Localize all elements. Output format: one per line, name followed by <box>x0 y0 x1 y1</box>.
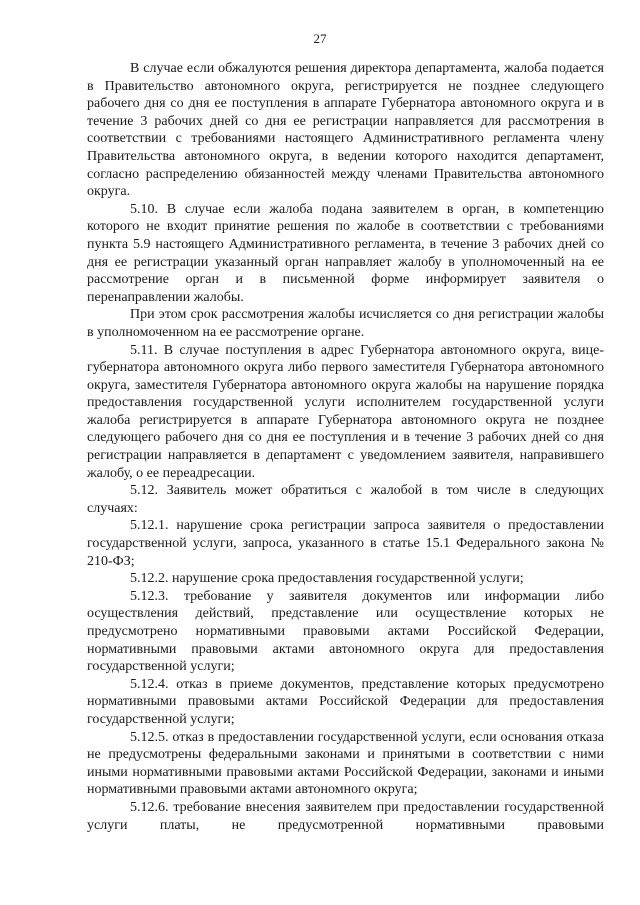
paragraph-5-12-4: 5.12.4. отказ в приеме документов, представление которых предусмотрено нормативными правовыми актами Российской Федерации для предоставления государственной услуги; <box>87 676 604 727</box>
paragraph-5-12: 5.12. Заявитель может обратиться с жалобой в том числе в следующих случаях: <box>87 483 604 516</box>
paragraph-5-12-3: 5.12.3. требование у заявителя документов или информации либо осуществления действий, представление или осуществление которых не предусмотрено нормативными правовыми актами Российской Федерации, нормативными правовыми актами автономного округа для предоставления государственной услуги; <box>87 588 604 675</box>
paragraph-review-term: При этом срок рассмотрения жалобы исчисляется со дня регистрации жалобы в уполномоченном на ее рассмотрение органе. <box>87 307 604 340</box>
paragraph-5-12-1: 5.12.1. нарушение срока регистрации запроса заявителя о предоставлении государственной услуги, запроса, указанного в статье 15.1 Федерального закона № 210-ФЗ; <box>87 518 604 569</box>
paragraph-5-10: 5.10. В случае если жалоба подана заявителем в орган, в компетенцию которого не входит принятие решения по жалобе в соответствии с требованиями пункта 5.9 настоящего Административного регламента, в течение 3 рабочих дней со дня ее регистрации указанный орган направляет жалобу в уполномоченный на ее рассмотрение орган и в письменной форме информирует заявителя о перенаправлении жалобы. <box>87 201 604 305</box>
paragraph-director-complaint: В случае если обжалуются решения директора департамента, жалоба подается в Правительство автономного округа, регистрируется не позднее следующего рабочего дня со дня ее поступления в аппарате Губернатора автономного округа и в течение 3 рабочих дней со дня ее регистрации направляется для рассмотрения в соответствии с требованиями настоящего Административного регламента члену Правительства автономного округа, в ведении которого находится департамент, согласно распределению обязанностей между членами Правительства автономного округа. <box>87 61 604 200</box>
page-number: 27 <box>313 31 327 46</box>
paragraph-5-12-6-text: 5.12.6. требование внесения заявителем при предоставлении государственной услуги платы, не предусмотренной нормативными правовыми <box>87 799 604 833</box>
paragraph-5-11: 5.11. В случае поступления в адрес Губернатора автономного округа, вице-губернатора автономного округа либо первого заместителя Губернатора автономного округа, заместителя Губернатора автономного округа жалобы на нарушение порядка предоставления государственной услуги исполнителем государственной услуги жалоба регистрируется в аппарате Губернатора автономного округа не позднее следующего рабочего дня со дня ее поступления и в течение 3 рабочих дней со дня регистрации направляется в департамент с уведомлением заявителя, направившего жалобу, о ее переадресации. <box>87 342 604 481</box>
document-body <box>87 60 604 834</box>
paragraph-5-12-6 <box>87 799 604 834</box>
paragraph-5-12-5: 5.12.5. отказ в предоставлении государственной услуги, если основания отказа не предусмотрены федеральными законами и принятыми в соответствии с ними иными нормативными правовыми актами Российской Федерации, законами и иными нормативными правовыми актами автономного округа; <box>87 729 604 798</box>
paragraph-5-12-2: 5.12.2. нарушение срока предоставления государственной услуги; <box>130 571 524 587</box>
